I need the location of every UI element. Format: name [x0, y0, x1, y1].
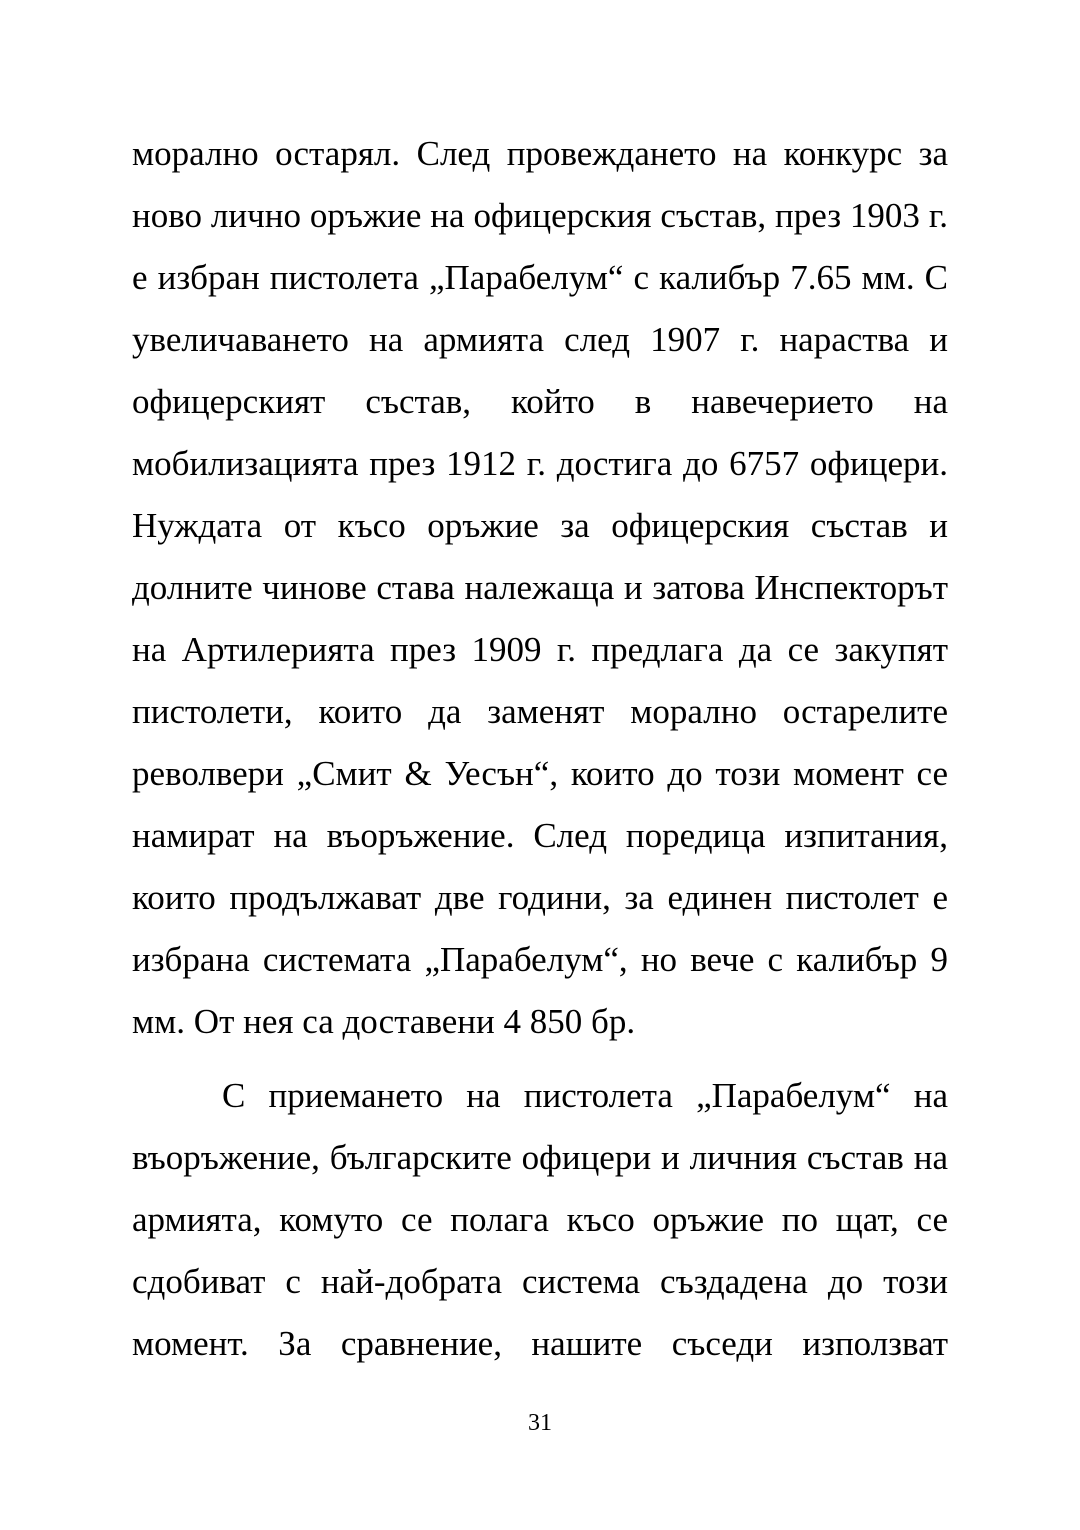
text-line: въоръжение, българските офицери и личния състав на [132, 1138, 948, 1177]
text-line: долните чинове става належаща и затова Инспекторът [132, 568, 948, 607]
text-line: сдобиват с най-добрата система създадена до този [132, 1262, 948, 1301]
text-line: ново лично оръжие на офицерския състав, през 1903 г. [132, 196, 948, 235]
text-line: увеличаването на армията след 1907 г. нараства и [132, 320, 948, 359]
text-line: мобилизацията през 1912 г. достига до 6757 офицери. [132, 444, 948, 483]
paragraph-2 [132, 1065, 948, 1375]
text-line: мм. От нея са доставени 4 850 бр. [132, 1002, 636, 1041]
text-line: Нуждата от късо оръжие за офицерския състав и [132, 506, 948, 545]
page-number: 31 [528, 1410, 552, 1436]
text-line: пистолети, които да заменят морално остарелите [132, 692, 948, 731]
text-line: е избран пистолета „Парабелум“ с калибър 7.65 мм. С [132, 258, 948, 297]
text-line: морално остарял. След провеждането на конкурс за [132, 134, 948, 173]
page-body-text [132, 123, 948, 1375]
text-line: армията, комуто се полага късо оръжие по щат, се [132, 1200, 948, 1239]
text-line: на Артилерията през 1909 г. предлага да се закупят [132, 630, 948, 669]
text-line: офицерският състав, който в навечерието на [132, 382, 948, 421]
paragraph-1 [132, 123, 948, 1053]
text-line: които продължават две години, за единен пистолет е [132, 878, 948, 917]
text-line: момент. За сравнение, нашите съседи използват [132, 1324, 948, 1363]
text-line: избрана системата „Парабелум“, но вече с калибър 9 [132, 940, 948, 979]
text-line: намират на въоръжение. След поредица изпитания, [132, 816, 948, 855]
paragraph-spacer [132, 1053, 948, 1065]
text-line: револвери „Смит & Уесън“, които до този момент се [132, 754, 948, 793]
text-line-indented: С приемането на пистолета „Парабелум“ на [222, 1076, 948, 1115]
